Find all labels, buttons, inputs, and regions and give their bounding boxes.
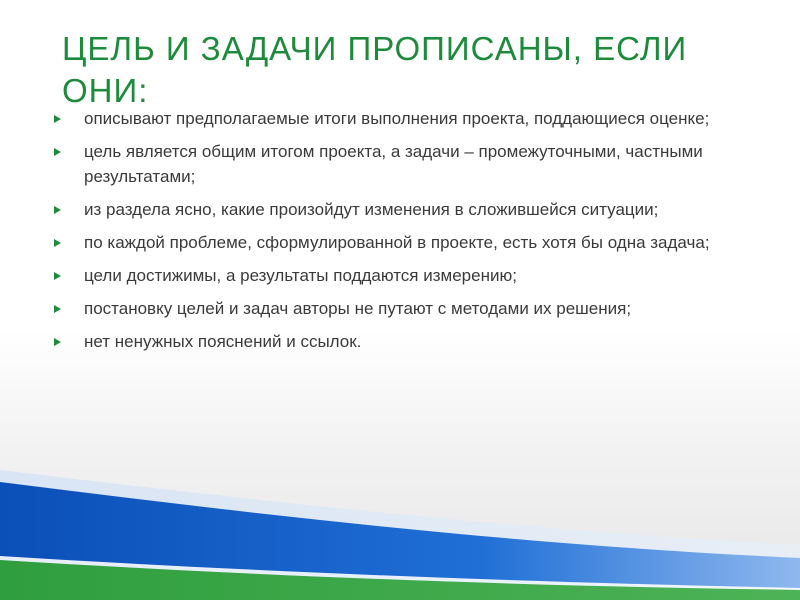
list-item: [52, 197, 752, 222]
bullet-marker-icon: [54, 272, 61, 280]
bullet-text: цели достижимы, а результаты поддаются измерению;: [84, 266, 517, 285]
bullet-marker-icon: [54, 148, 61, 156]
list-item: [52, 230, 752, 255]
bullet-list: [52, 106, 752, 362]
list-item: [52, 263, 752, 288]
list-item: [52, 139, 752, 189]
bullet-text: по каждой проблеме, сформулированной в проекте, есть хотя бы одна задача;: [84, 233, 710, 252]
bullet-marker-icon: [54, 115, 61, 123]
bullet-text: из раздела ясно, какие произойдут изменения в сложившейся ситуации;: [84, 200, 659, 219]
decorative-wave: [0, 460, 800, 600]
bullet-text: постановку целей и задач авторы не путают с методами их решения;: [84, 299, 632, 318]
bullet-marker-icon: [54, 338, 61, 346]
bullet-text: описывают предполагаемые итоги выполнения проекта, поддающиеся оценке;: [84, 109, 710, 128]
bullet-marker-icon: [54, 206, 61, 214]
slide-title: ЦЕЛЬ И ЗАДАЧИ ПРОПИСАНЫ, ЕСЛИ ОНИ:: [62, 30, 688, 109]
bullet-marker-icon: [54, 239, 61, 247]
list-item: [52, 296, 752, 321]
bullet-text: нет ненужных пояснений и ссылок.: [84, 332, 362, 351]
list-item: [52, 329, 752, 354]
bullet-text: цель является общим итогом проекта, а задачи – промежуточными, частными результатами;: [84, 142, 703, 186]
list-item: [52, 106, 752, 131]
bullet-marker-icon: [54, 305, 61, 313]
